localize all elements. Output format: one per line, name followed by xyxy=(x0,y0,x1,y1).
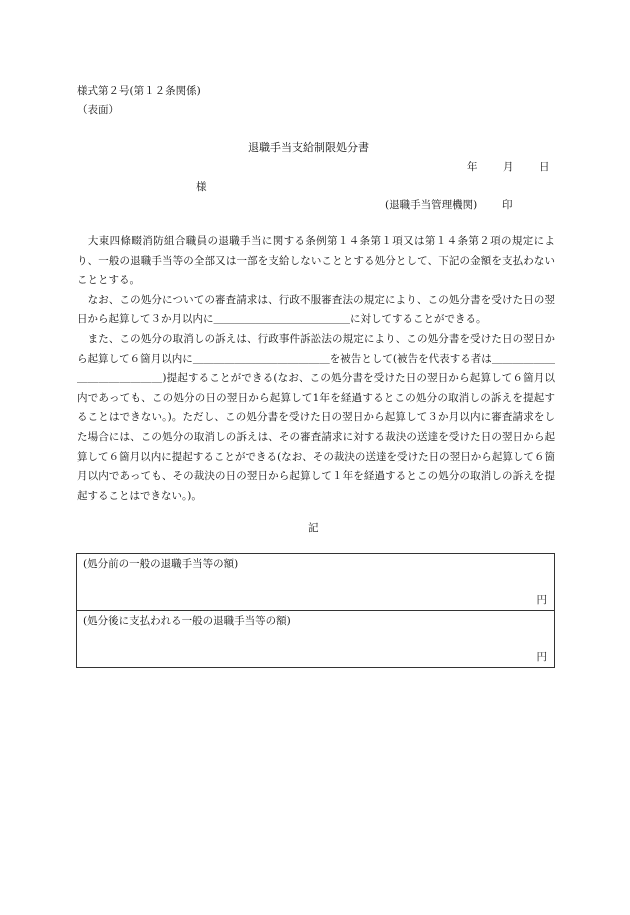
paragraph-decision: 大東四條畷消防組合職員の退職手当に関する条例第１４条第１項又は第１４条第２項の規定により、一般の退職手当等の全部又は一部を支給しないこととする処分として、下記の金額を支払わないこととする。 xyxy=(77,235,555,287)
document-title: 退職手当支給制限処分書 xyxy=(248,141,369,154)
ki-heading: 記 xyxy=(308,522,319,534)
date-day: 日 xyxy=(539,161,550,173)
amount-before-box xyxy=(76,553,555,611)
page-side-label: （表面） xyxy=(77,104,119,116)
amount-after-label: (処分後に支払われる一般の退職手当等の額) xyxy=(83,615,291,627)
paragraph-lawsuit: また、この処分の取消しの訴えは、行政事件訴訟法の規定により、この処分書を受けた日の翌日から起算して６箇月以内に＿＿＿＿＿＿＿＿＿＿＿＿＿を被告として(被告を代表する者は＿＿＿＿＿＿＿＿＿＿＿＿＿＿)提起することができる(なお、この処分書を受けた日の翌日から起算して６箇月以内であっても、この処分の日の翌日から起算して1年を経過するとこの処分の取消しの訴えを提起することはできない。)。ただし、この処分書を受けた日の翌日から起算して３か月以内に審査請求をした場合には、この処分の取消しの訴えは、その審査請求に対する裁決の送達を受けた日の翌日から起算して６箇月以内に提起することができる(なお、その裁決の送達を受けた日の翌日から起算して６箇月以内であっても、その裁決の日の翌日から起算して１年を経過するとこの処分の取消しの訴えを提起することはできない。)。 xyxy=(77,332,555,502)
addressee-suffix: 様 xyxy=(196,181,207,193)
date-year: 年 xyxy=(467,161,478,173)
issuer-label: (退職手当管理機関) xyxy=(385,199,478,211)
body-text xyxy=(77,232,555,506)
amount-before-unit: 円 xyxy=(536,594,547,606)
amount-before-label: (処分前の一般の退職手当等の額) xyxy=(83,558,239,570)
seal-mark: 印 xyxy=(502,199,513,211)
paragraph-appeal: なお、この処分についての審査請求は、行政不服審査法の規定により、この処分書を受けた日の翌日から起算して３か月以内に＿＿＿＿＿＿＿＿＿＿＿＿＿に対してすることができる。 xyxy=(77,293,555,326)
amount-after-box xyxy=(76,610,555,668)
form-number: 様式第２号(第１２条関係) xyxy=(77,85,201,97)
amount-after-unit: 円 xyxy=(536,651,547,663)
date-month: 月 xyxy=(503,161,514,173)
